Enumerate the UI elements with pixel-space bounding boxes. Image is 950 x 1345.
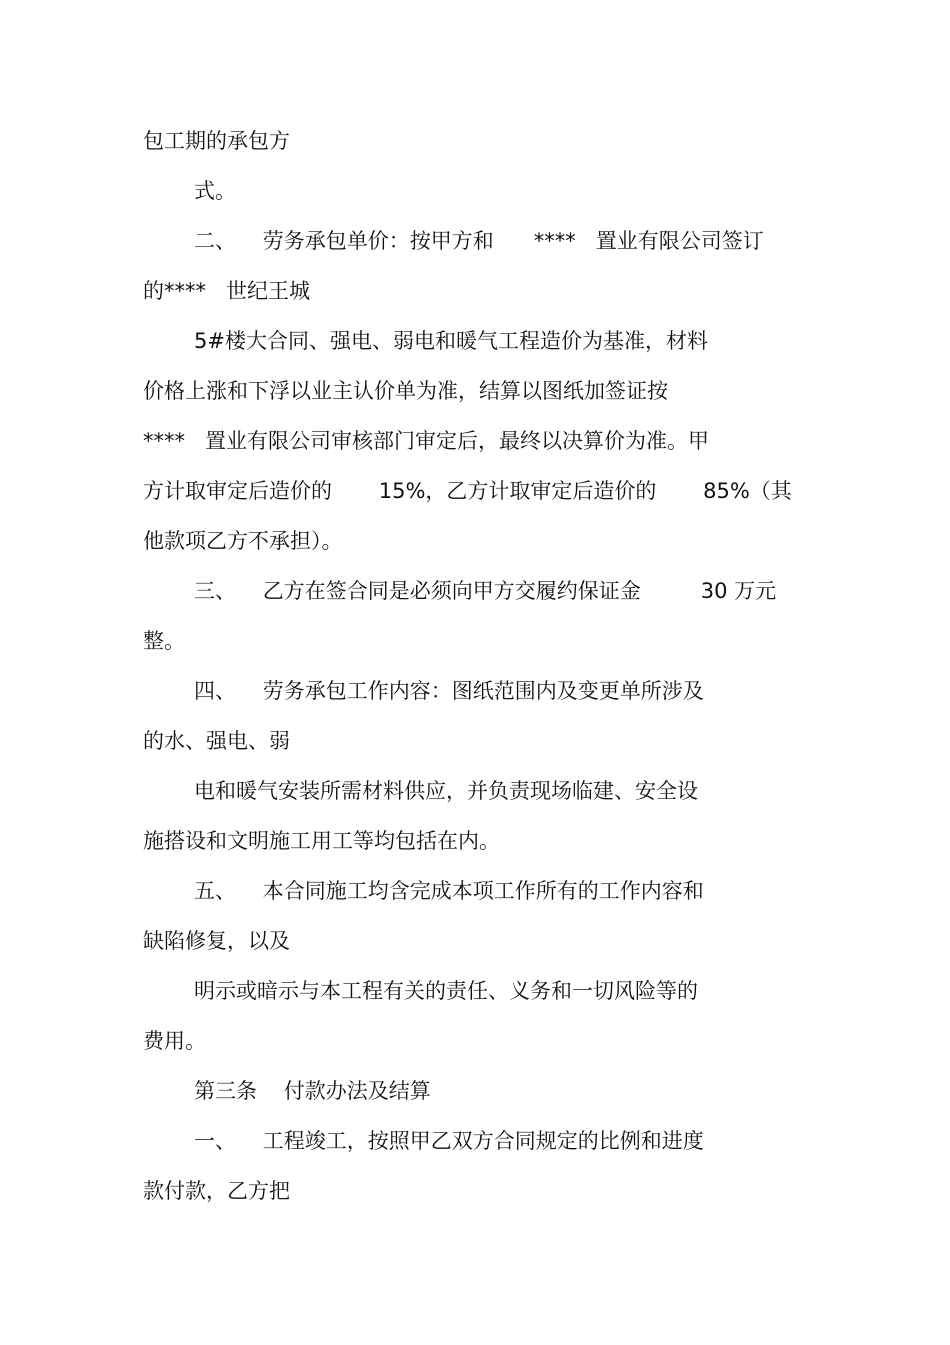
section-heading: 第三条 付款办法及结算	[194, 1079, 431, 1103]
text-line: 缺陷修复，以及	[143, 929, 290, 953]
text-line: 的水、强电、弱	[143, 729, 290, 753]
text-line: **** 置业有限公司审核部门审定后，最终以决算价为准。甲	[143, 429, 710, 453]
text-line: 款付款，乙方把	[143, 1179, 290, 1203]
text-line: 五、 本合同施工均含完成本项工作所有的工作内容和	[194, 879, 704, 903]
text-line: 二、 劳务承包单价：按甲方和 **** 置业有限公司签订	[194, 229, 764, 253]
text-line: 5#楼大合同、强电、弱电和暖气工程造价为基准，材料	[194, 329, 708, 353]
text-line: 施搭设和文明施工用工等均包括在内。	[143, 829, 500, 853]
text-line: 包工期的承包方	[143, 129, 290, 153]
text-line: 四、 劳务承包工作内容：图纸范围内及变更单所涉及	[194, 679, 704, 703]
text-line: 方计取审定后造价的 15%，乙方计取审定后造价的 85%（其	[143, 479, 792, 503]
text-line: 一、 工程竣工，按照甲乙双方合同规定的比例和进度	[194, 1129, 704, 1153]
text-line: 式。	[194, 179, 236, 203]
text-line: 的**** 世纪王城	[143, 279, 311, 303]
text-line: 三、 乙方在签合同是必须向甲方交履约保证金 30 万元	[194, 579, 777, 603]
text-line: 他款项乙方不承担）。	[143, 529, 343, 553]
text-line: 电和暖气安装所需材料供应，并负责现场临建、安全设	[194, 779, 698, 803]
text-line: 费用。	[143, 1029, 206, 1053]
text-line: 价格上涨和下浮以业主认价单为准，结算以图纸加签证按	[143, 379, 668, 403]
text-line: 明示或暗示与本工程有关的责任、义务和一切风险等的	[194, 979, 698, 1003]
text-line: 整。	[143, 629, 185, 653]
